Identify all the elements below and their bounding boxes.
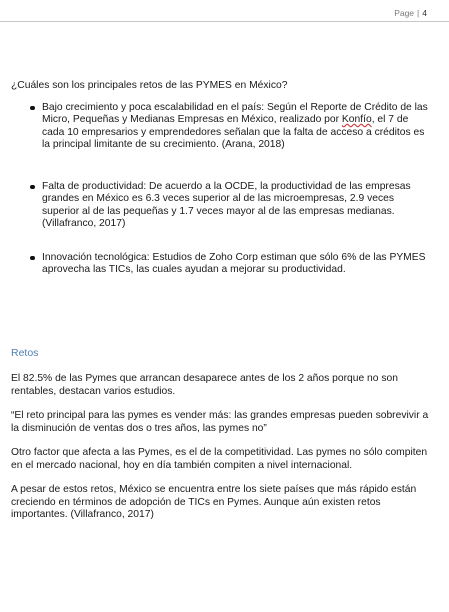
document-body: [11, 80, 429, 277]
page-separator: |: [417, 8, 420, 18]
page-number: 4: [422, 8, 427, 18]
paragraph: A pesar de estos retos, México se encuentra entre los siete países que más rápido están creciendo en términos de adopción de TICs en Pymes. Aunque aún existen retos importantes. (Villafranco, 2017): [11, 484, 417, 520]
bullet-icon: [30, 185, 35, 190]
page-header: [394, 8, 427, 18]
bullet-text-pre: Bajo crecimiento y poca escalabilidad en el país: Según el Reporte de Crédito de las Micro, Pequeñas y Medianas Empresas en México, realizado por: [42, 101, 428, 125]
list-item: [11, 252, 429, 277]
bullet-text: Falta de productividad: De acuerdo a la OCDE, la productividad de las empresas grandes en México es 6.3 veces superior al de las microempresas, 2.9 veces superior al de las pequeñas y 1.7 veces mayor al de las empresas medianas. (Villafranco, 2017): [42, 180, 411, 229]
paragraph: Otro factor que afecta a las Pymes, es el de la competitividad. Las pymes no sólo compiten en el mercado nacional, hoy en día también compiten a nivel internacional.: [11, 447, 428, 471]
paragraph: El 82.5% de las Pymes que arrancan desaparece antes de los 2 años porque no son rentables, destacan varios estudios.: [11, 373, 398, 397]
list-item: [11, 181, 429, 231]
bullet-text-post: , el 7 de cada 10 empresarios y emprendedores señalan que la falta de acceso a créditos es la principal limitante de su crecimiento. (Arana, 2018): [42, 114, 425, 150]
list-item: [11, 102, 429, 152]
section-title-retos: Retos: [11, 347, 39, 359]
question-heading: ¿Cuáles son los principales retos de las PYMES en México?: [11, 80, 288, 91]
konfio-word: Konfío: [341, 114, 372, 125]
paragraph: “El reto principal para las pymes es vender más: las grandes empresas pueden sobrevivir a la disminución de ventas dos o tres años, las pymes no”: [11, 410, 429, 434]
header-rule: [0, 21, 449, 22]
page-label: Page: [394, 8, 415, 18]
bullet-text: Innovación tecnológica: Estudios de Zoho Corp estiman que sólo 6% de las PYMES aprovecha las TICs, las cuales ayudan a mejorar su productividad.: [42, 251, 426, 275]
retos-section: [11, 373, 431, 534]
bullet-icon: [30, 106, 35, 111]
challenges-list: [11, 102, 429, 277]
bullet-icon: [30, 256, 35, 261]
